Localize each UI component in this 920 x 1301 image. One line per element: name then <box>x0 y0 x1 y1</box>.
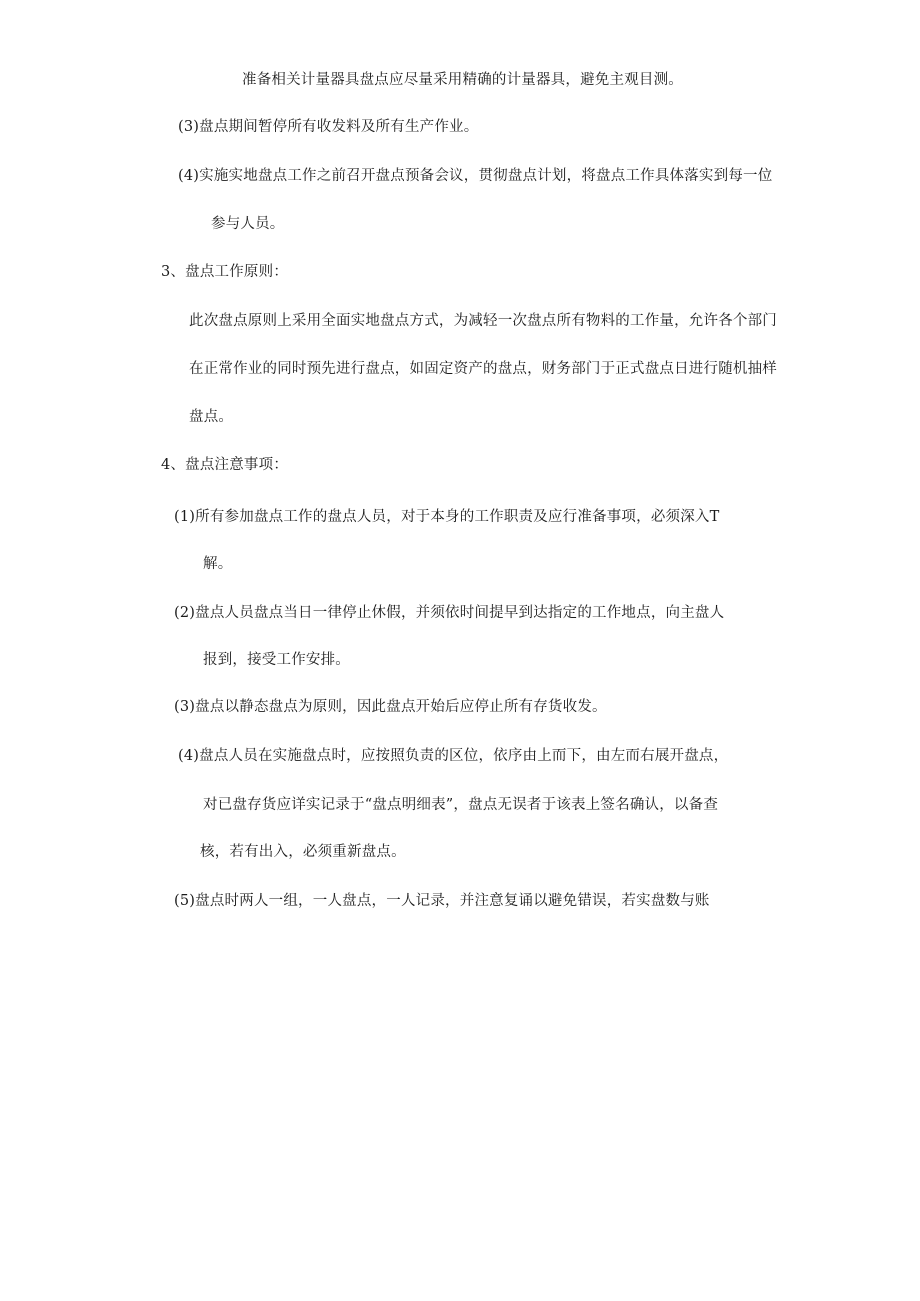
text-line-note-2-continued: 报到，接受工作安排。 <box>203 652 350 668</box>
text-line-prep-measuring-tools: 准备相关计量器具盘点应尽量采用精确的计量器具，避免主观目测。 <box>242 72 683 88</box>
section-heading-notes: 4、盘点注意事项： <box>161 457 289 473</box>
text-line-note-4-continued-2: 核，若有出入，必须重新盘点。 <box>200 844 406 860</box>
text-line-item-3-suspend-operations: (3)盘点期间暂停所有收发料及所有生产作业。 <box>178 119 479 135</box>
text-line-note-4: (4)盘点人员在实施盘点时，应按照负责的区位，依序由上而下，由左而右展开盘点， <box>178 748 729 764</box>
text-line-principles-2: 在正常作业的同时预先进行盘点，如固定资产的盘点，财务部门于正式盘点日进行随机抽样 <box>189 361 777 377</box>
text-line-note-5: (5)盘点时两人一组，一人盘点，一人记录，并注意复诵以避免错误，若实盘数与账 <box>174 893 710 909</box>
text-line-principles-3: 盘点。 <box>189 409 234 425</box>
text-line-note-3: (3)盘点以静态盘点为原则，因此盘点开始后应停止所有存货收发。 <box>174 699 607 715</box>
text-line-note-1-continued: 解。 <box>203 556 233 572</box>
text-line-note-1: (1)所有参加盘点工作的盘点人员，对于本身的工作职责及应行准备事项，必须深入T <box>174 509 720 525</box>
text-line-note-2: (2)盘点人员盘点当日一律停止休假，并须依时间提早到达指定的工作地点，向主盘人 <box>174 605 725 621</box>
section-heading-principles: 3、盘点工作原则： <box>161 264 289 280</box>
text-line-item-4-pre-meeting: (4)实施实地盘点工作之前召开盘点预备会议，贯彻盘点计划，将盘点工作具体落实到每一位 <box>178 168 773 184</box>
text-line-principles-1: 此次盘点原则上采用全面实地盘点方式，为减轻一次盘点所有物料的工作量，允许各个部门 <box>189 313 777 329</box>
text-line-note-4-continued-1: 对已盘存货应详实记录于“盘点明细表”，盘点无误者于该表上签名确认，以备查 <box>203 797 719 813</box>
text-line-item-4-continued: 参与人员。 <box>211 216 285 232</box>
